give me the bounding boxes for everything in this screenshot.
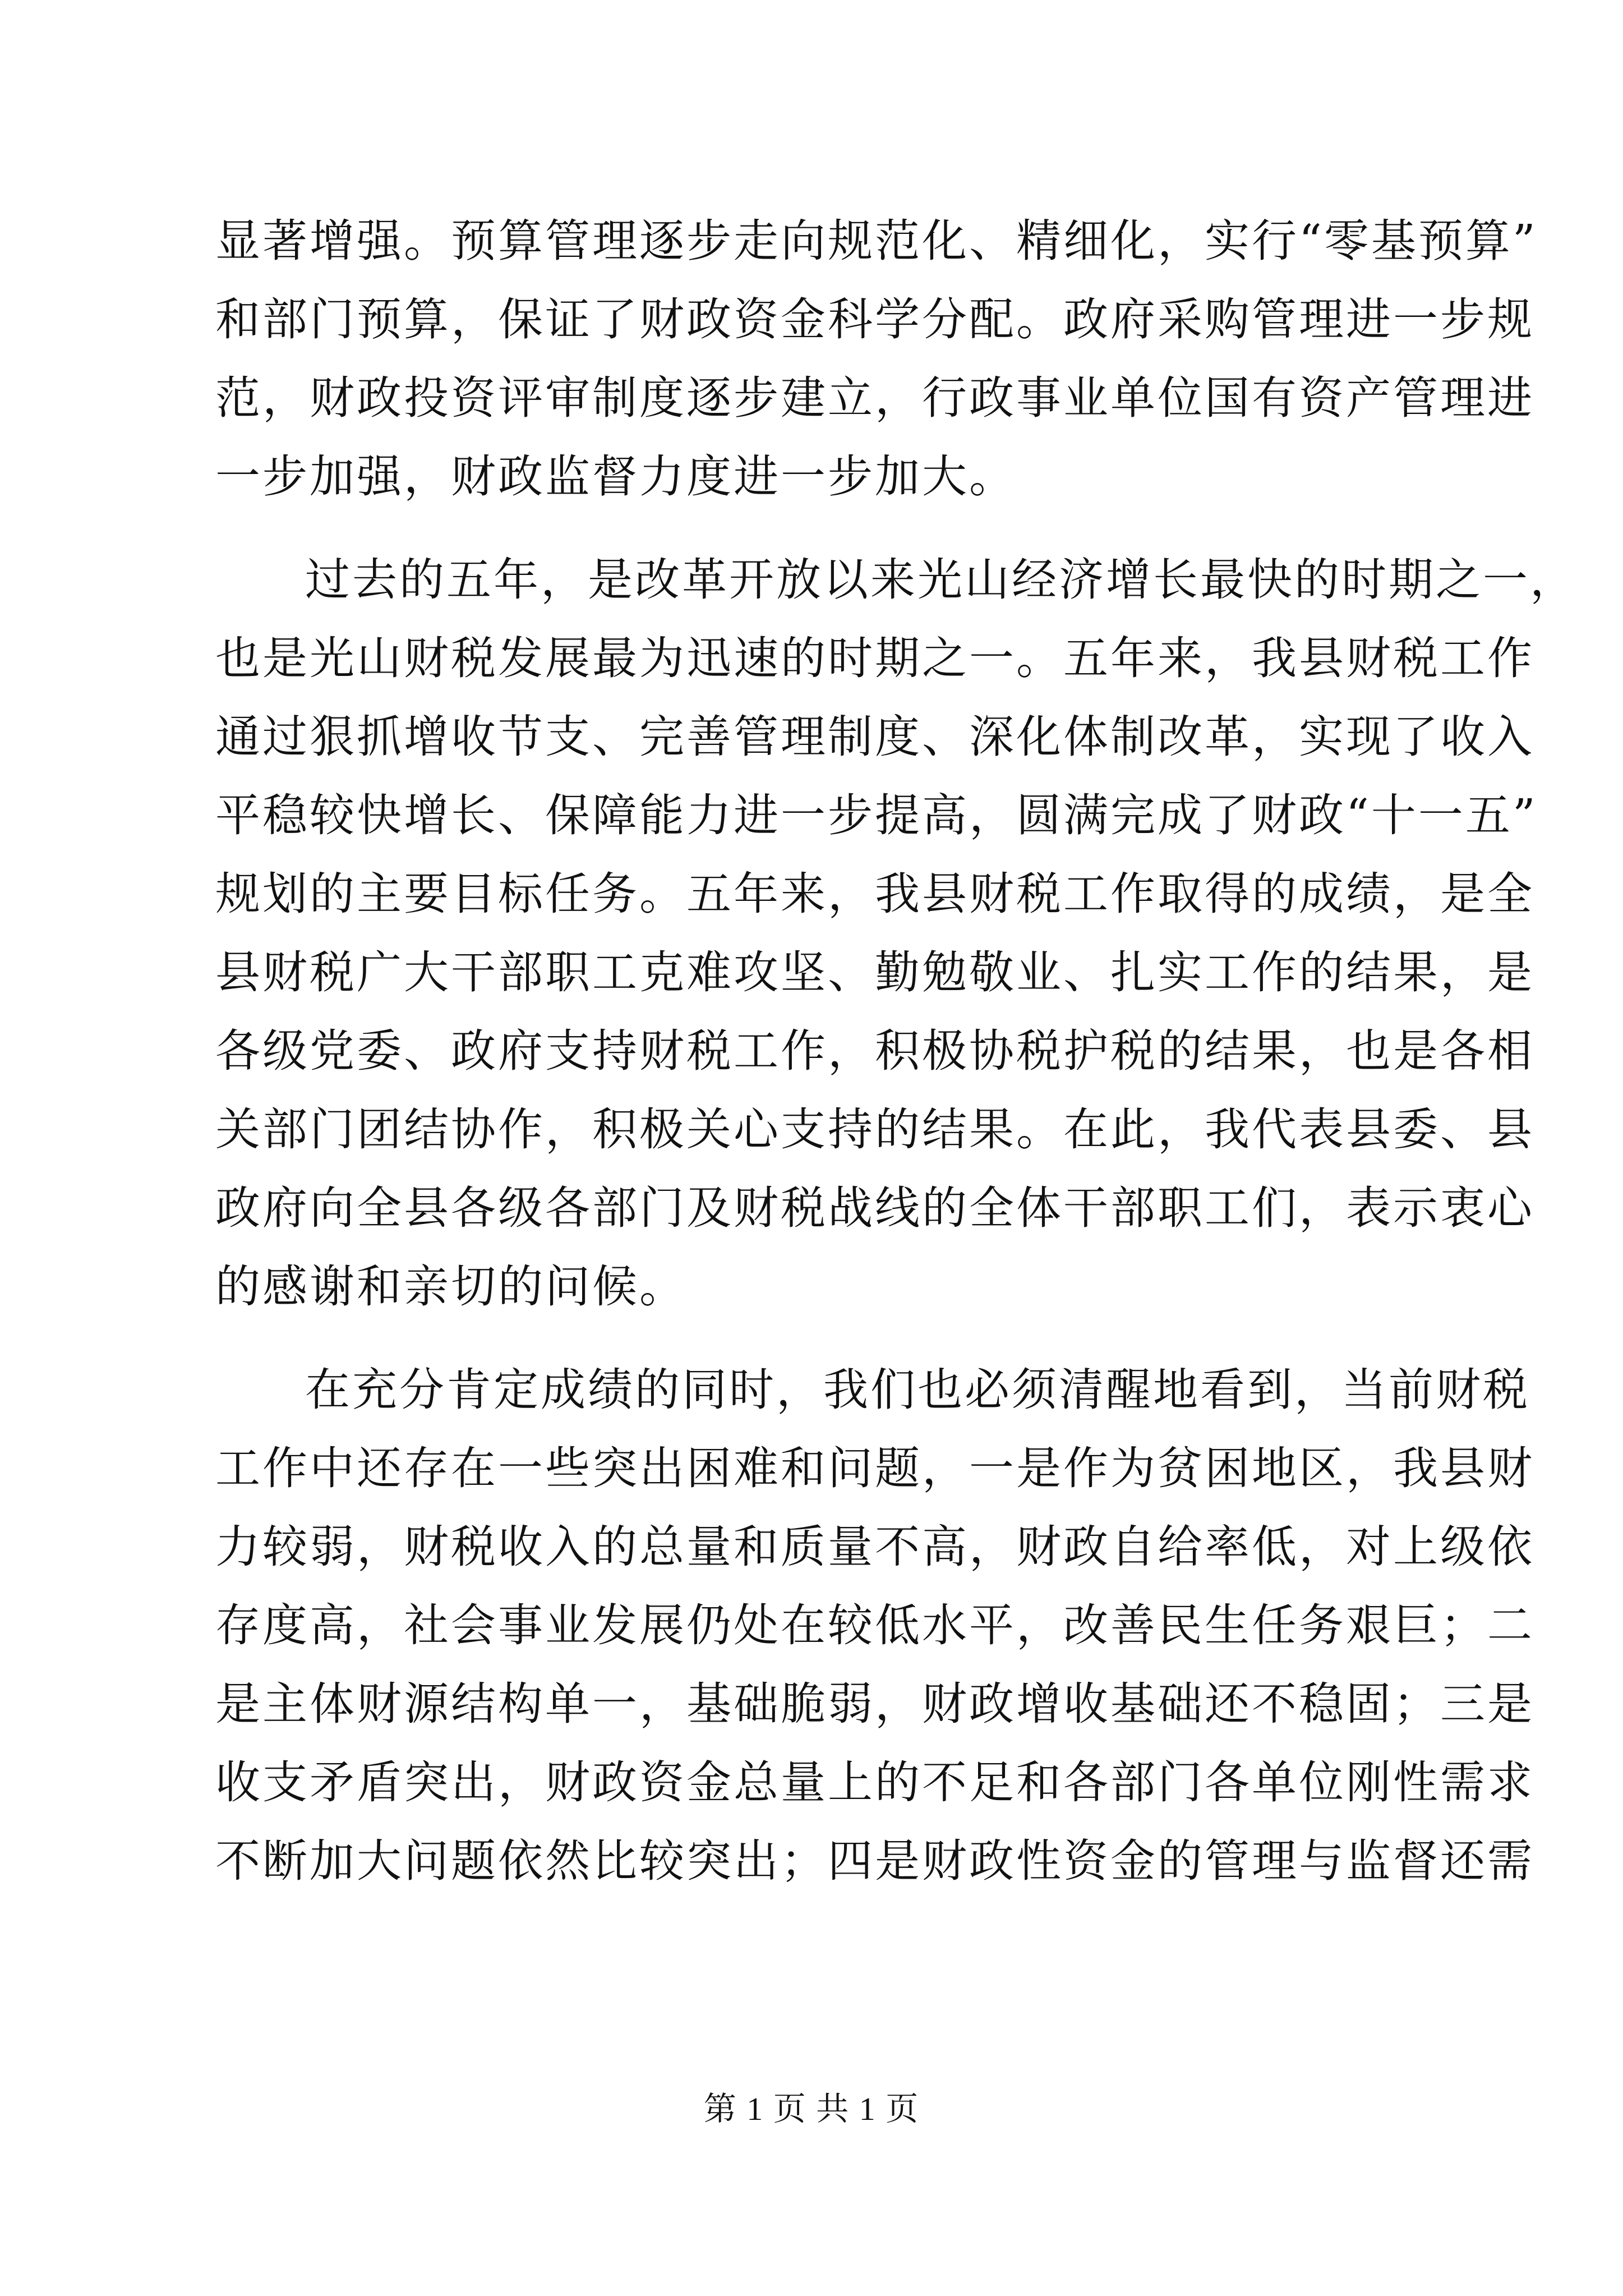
text-line: 和部门预算，保证了财政资金科学分配。政府采购管理进一步规 [215,293,1534,346]
text-line: 存度高，社会事业发展仍处在较低水平，改善民生任务艰巨；二 [215,1599,1534,1651]
text-line: 工作中还存在一些突出困难和问题，一是作为贫困地区，我县财 [215,1442,1534,1494]
text-line: 一步加强，财政监督力度进一步加大。 [215,450,1016,503]
text-line: 县财税广大干部职工克难攻坚、勤勉敬业、扎实工作的结果，是 [215,946,1534,999]
text-line: 力较弱，财税收入的总量和质量不高，财政自给率低，对上级依 [215,1521,1534,1573]
paragraph-1 [215,202,1538,516]
text-line: 关部门团结协作，积极关心支持的结果。在此，我代表县委、县 [215,1103,1534,1156]
text-line: 各级党委、政府支持财税工作，积极协税护税的结果，也是各相 [215,1025,1534,1077]
text-line: 是主体财源结构单一，基础脆弱，财政增收基础还不稳固；三是 [215,1678,1534,1730]
text-line: 的感谢和亲切的问候。 [215,1260,686,1313]
paragraph-2 [215,541,1577,1326]
text-line: 平稳较快增长、保障能力进一步提高，圆满完成了财政“十一五” [215,789,1538,841]
document-body [215,202,1577,1925]
text-line: 规划的主要目标任务。五年来，我县财税工作取得的成绩，是全 [215,868,1534,920]
text-line: 收支矛盾突出，财政资金总量上的不足和各部门各单位刚性需求 [215,1756,1534,1809]
text-line: 也是光山财税发展最为迅速的时期之一。五年来，我县财税工作 [215,632,1534,684]
text-line: 过去的五年，是改革开放以来光山经济增长最快的时期之一， [305,554,1577,606]
paragraph-3 [215,1351,1534,1901]
text-line: 在充分肯定成绩的同时，我们也必须清醒地看到，当前财税 [305,1364,1530,1416]
text-line: 不断加大问题依然比较突出；四是财政性资金的管理与监督还需 [215,1835,1534,1887]
text-line: 通过狠抓增收节支、完善管理制度、深化体制改革，实现了收入 [215,711,1534,763]
text-line: 显著增强。预算管理逐步走向规范化、精细化，实行“零基预算” [215,215,1538,267]
text-line: 范，财政投资评审制度逐步建立，行政事业单位国有资产管理进 [215,372,1534,424]
text-line: 政府向全县各级各部门及财税战线的全体干部职工们，表示衷心 [215,1182,1534,1234]
page-number-footer: 第 1 页 共 1 页 [703,2091,920,2127]
